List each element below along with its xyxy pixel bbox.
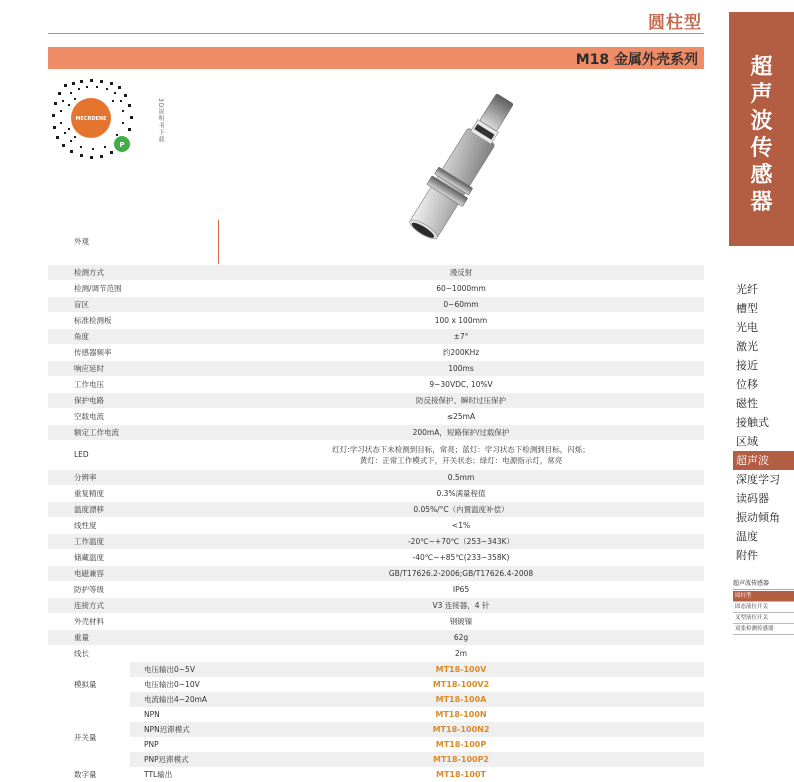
spec-row xyxy=(48,281,704,297)
sub-category-list xyxy=(733,591,794,635)
spec-label: 分辨率 xyxy=(74,473,97,482)
spec-row xyxy=(48,329,704,345)
model-output-type: NPN迟滞模式 xyxy=(144,725,190,734)
spec-row xyxy=(48,566,704,582)
category-list xyxy=(733,280,794,565)
svg-text:P: P xyxy=(119,141,125,149)
model-code: MT18-100T xyxy=(435,770,487,779)
spec-label: 传感器频率 xyxy=(74,348,112,357)
model-code: MT18-100N2 xyxy=(432,725,490,734)
spec-row xyxy=(48,377,704,393)
category-item[interactable]: 接触式 xyxy=(736,416,769,429)
model-output-type: 电压输出0~5V xyxy=(144,665,195,674)
spec-label: 响应延时 xyxy=(74,364,104,373)
sub-category-item[interactable]: 叉型液位开关 xyxy=(733,613,794,624)
spec-label: 重量 xyxy=(74,633,89,642)
spec-row xyxy=(48,425,704,441)
spec-label: 防护等级 xyxy=(74,585,104,594)
model-code: MT18-100P xyxy=(435,740,487,749)
spec-value: 0.3%满量程值 xyxy=(436,489,486,498)
spec-value: 200mA，短路保护/过载保护 xyxy=(412,428,510,437)
spec-row xyxy=(48,502,704,518)
spec-row xyxy=(48,646,704,662)
spec-label: 保护电路 xyxy=(74,396,104,405)
spec-label: 外壳材料 xyxy=(74,617,104,626)
model-output-type: 电流输出4~20mA xyxy=(144,695,208,704)
spec-label: 外观 xyxy=(74,237,89,246)
model-row xyxy=(48,737,704,752)
sub-category-item[interactable]: 圆柱型 xyxy=(733,591,794,602)
model-row xyxy=(48,767,704,782)
spec-value: 100ms xyxy=(448,364,474,373)
spec-value: -20℃~+70℃（253~343K） xyxy=(407,537,515,546)
spec-row xyxy=(48,534,704,550)
spec-value: 100 x 100mm xyxy=(434,316,488,325)
spec-row xyxy=(48,313,704,329)
spec-value: 0.05%/°C（内置温度补偿） xyxy=(413,505,509,514)
spec-row xyxy=(48,470,704,486)
spec-label: 空载电流 xyxy=(74,412,104,421)
spec-row xyxy=(48,550,704,566)
model-code: MT18-100V2 xyxy=(432,680,490,689)
category-item[interactable]: 槽型 xyxy=(736,302,758,315)
model-group-label: 数字量 xyxy=(48,767,130,782)
model-row xyxy=(48,692,704,707)
spec-label: 温度漂移 xyxy=(74,505,104,514)
model-group xyxy=(48,662,704,707)
spec-row xyxy=(48,265,704,281)
sub-heading: 超声波传感器 xyxy=(733,578,794,590)
spec-row xyxy=(48,393,704,409)
spec-label: 额定工作电流 xyxy=(74,428,119,437)
model-group xyxy=(48,707,704,767)
spec-label: 连接方式 xyxy=(74,601,104,610)
spec-label: 盲区 xyxy=(74,300,89,309)
model-output-type: PNP xyxy=(144,740,159,749)
spec-label: 储藏温度 xyxy=(74,553,104,562)
spec-label: 检测/调节范围 xyxy=(74,284,122,293)
spec-value: 2m xyxy=(454,649,468,658)
category-item[interactable]: 区域 xyxy=(736,435,758,448)
spec-label: LED xyxy=(74,450,89,459)
spec-value: 0~60mm xyxy=(443,300,479,309)
category-item[interactable]: 光纤 xyxy=(736,283,758,296)
qr-brand: MECRDENE xyxy=(75,116,107,122)
spec-row xyxy=(48,518,704,534)
model-output-type: PNP迟滞模式 xyxy=(144,755,189,764)
sidebar-title: 超 声 波 传 感 器 xyxy=(750,55,773,215)
spec-row xyxy=(48,598,704,614)
spec-row xyxy=(48,297,704,313)
spec-value xyxy=(218,444,704,466)
sidebar-title-tab xyxy=(729,12,794,246)
model-group-label: 开关量 xyxy=(48,707,130,767)
title-divider xyxy=(48,33,704,34)
category-item[interactable]: 磁性 xyxy=(736,397,758,410)
spec-row-led xyxy=(48,441,704,470)
spec-row xyxy=(48,345,704,361)
series-banner xyxy=(48,47,704,69)
category-item[interactable]: 温度 xyxy=(736,530,758,543)
spec-value: -40℃~+85℃(233~358K) xyxy=(412,553,510,562)
category-item[interactable]: 读码器 xyxy=(736,492,769,505)
spec-label: 电磁兼容 xyxy=(74,569,104,578)
category-item[interactable]: 位移 xyxy=(736,378,758,391)
spec-label: 检测方式 xyxy=(74,268,104,277)
category-item[interactable]: 超声波 xyxy=(733,451,794,470)
spec-label: 角度 xyxy=(74,332,89,341)
spec-value: IP65 xyxy=(452,585,470,594)
category-item[interactable]: 附件 xyxy=(736,549,758,562)
category-item[interactable]: 振动倾角 xyxy=(736,511,780,524)
model-output-type: 电压输出0~10V xyxy=(144,680,200,689)
spec-value: 62g xyxy=(453,633,469,642)
model-row xyxy=(48,677,704,692)
model-code: MT18-100N xyxy=(435,710,487,719)
spec-value: 钢镀镍 xyxy=(449,617,473,626)
category-item[interactable]: 接近 xyxy=(736,359,758,372)
spec-row-appearance xyxy=(48,220,704,265)
spec-label: 工作电压 xyxy=(74,380,104,389)
spec-value: ≤25mA xyxy=(446,412,476,421)
led-line-2: 黄灯：正常工作模式下，开关状态；绿灯：电源指示灯，常亮 xyxy=(359,456,563,465)
model-group-label: 模拟量 xyxy=(48,662,130,707)
spec-label: 线长 xyxy=(74,649,89,658)
category-item[interactable]: 深度学习 xyxy=(736,473,780,486)
spec-value: V3 连接器，4 针 xyxy=(432,601,490,610)
model-group xyxy=(48,767,704,782)
spec-value: 漫反射 xyxy=(449,268,473,277)
spec-row xyxy=(48,409,704,425)
spec-value: 0.5mm xyxy=(447,473,475,482)
qr-caption: 3D说明书下载 xyxy=(157,98,164,144)
model-row xyxy=(48,752,704,767)
spec-row xyxy=(48,486,704,502)
spec-value: 9~30VDC, 10%V xyxy=(429,380,493,389)
category-title: 圆柱型 xyxy=(648,13,702,33)
spec-value: 防反接保护、瞬时过压保护 xyxy=(416,396,506,405)
spec-table xyxy=(48,220,704,782)
spec-label: 线性度 xyxy=(74,521,97,530)
led-line-1: 红灯:学习状态下未检测到目标，常亮；蓝灯：学习状态下检测到目标，闪烁； xyxy=(332,445,590,454)
spec-value: GB/T17626.2-2006;GB/T17626.4-2008 xyxy=(388,569,534,578)
model-code: MT18-100P2 xyxy=(433,755,489,764)
spec-value: 约200KHz xyxy=(442,348,480,357)
spec-label: 标准检测板 xyxy=(74,316,112,325)
series-title: M18 金属外壳系列 xyxy=(575,52,698,68)
model-row xyxy=(48,707,704,722)
sub-category-item[interactable]: 固态液位开关 xyxy=(733,602,794,613)
sub-category-item[interactable]: 双张检测传感器 xyxy=(733,624,794,635)
category-item[interactable]: 光电 xyxy=(736,321,758,334)
qr-code-icon[interactable] xyxy=(50,78,150,160)
model-code: MT18-100A xyxy=(435,695,487,704)
category-item[interactable]: 激光 xyxy=(736,340,758,353)
spec-row xyxy=(48,361,704,377)
spec-value: <1% xyxy=(451,521,471,530)
model-row xyxy=(48,722,704,737)
spec-label: 工作温度 xyxy=(74,537,104,546)
spec-row xyxy=(48,630,704,646)
model-row xyxy=(48,662,704,677)
spec-value: 60~1000mm xyxy=(436,284,486,293)
spec-row xyxy=(48,614,704,630)
spec-row xyxy=(48,582,704,598)
spec-label: 重复精度 xyxy=(74,489,104,498)
model-output-type: NPN xyxy=(144,710,160,719)
spec-value: ±7° xyxy=(453,332,469,341)
model-code: MT18-100V xyxy=(435,665,487,674)
model-output-type: TTL输出 xyxy=(144,770,173,779)
